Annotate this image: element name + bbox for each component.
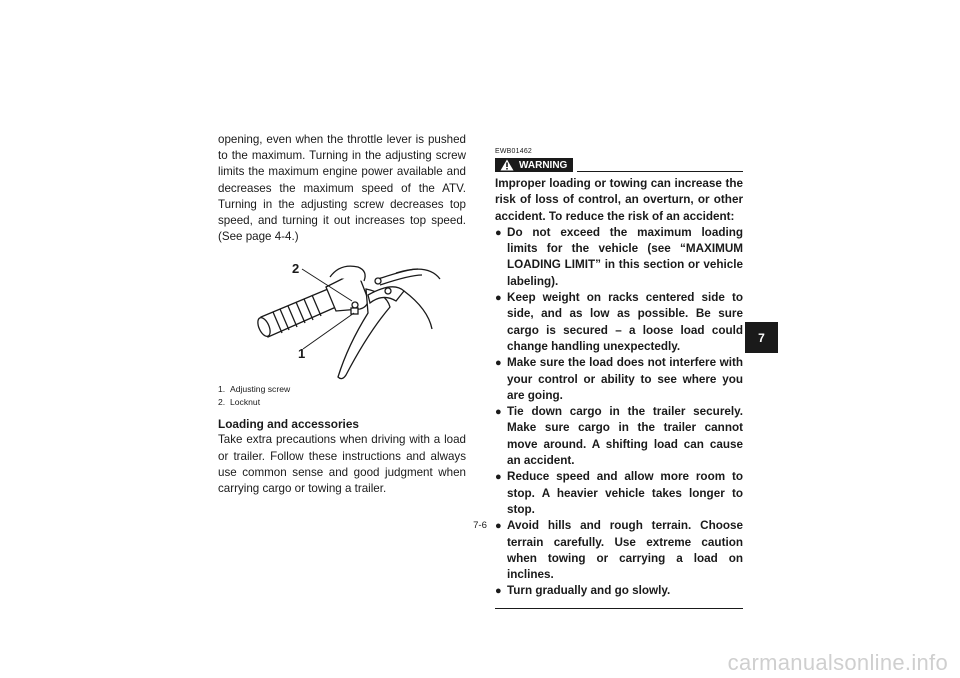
legend-label: Locknut	[230, 396, 261, 407]
bullet-text: Turn gradually and go slowly.	[507, 584, 671, 598]
bullet-text: Do not exceed the maximum loading limits for the vehicle (see “MAXIMUM LOADING LIMIT” in this section or vehicle labeling).	[507, 225, 743, 288]
legend-number: 2.	[218, 396, 226, 407]
intro-paragraph: opening, even when the throttle lever is pushed to the maximum. Turning in the adjusting screw limits the maximum engine power available and decreases the maximum speed of the ATV. Turning in the adjusting screw decreases top speed, and turning it out increases top speed. (See page 4-4.)	[218, 133, 466, 244]
bullet-icon: ●	[495, 471, 502, 484]
handlebar-illustration	[218, 249, 466, 381]
list-item	[495, 225, 743, 290]
legend-number: 1.	[218, 384, 226, 395]
bullet-text: Tie down cargo in the trailer securely. Make sure cargo in the trailer cannot move around. A shifting load can cause an accident.	[507, 405, 743, 468]
warning-column	[495, 148, 743, 609]
bullet-icon: ●	[495, 520, 502, 533]
warning-badge	[495, 158, 573, 172]
watermark: carmanualsonline.info	[727, 650, 948, 675]
warning-triangle-icon	[500, 159, 514, 171]
section-heading: Loading and accessories	[218, 417, 359, 432]
bullet-text: Reduce speed and allow more room to stop. A heavier vehicle takes longer to stop.	[507, 470, 743, 516]
bullet-text: Make sure the load does not interfere with your control or ability to see where you are going.	[507, 356, 743, 402]
left-column	[218, 132, 466, 497]
legend-label: Adjusting screw	[230, 384, 291, 395]
page-number: 7-6	[473, 520, 487, 531]
warning-bullet-list	[495, 225, 743, 600]
figure-legend	[218, 383, 466, 408]
bullet-icon: ●	[495, 357, 502, 370]
bullet-text: Keep weight on racks centered side to side, and as low as possible. Be sure cargo is secured – a loose load could change handling unexpectedly.	[507, 291, 743, 353]
bullet-text: Avoid hills and rough terrain. Choose terrain carefully. Use extreme caution when towing or carrying a load on inclines.	[507, 519, 743, 582]
legend-item	[218, 383, 466, 396]
legend-item	[218, 396, 466, 409]
list-item	[495, 404, 743, 469]
list-item	[495, 583, 743, 599]
warning-header	[495, 158, 743, 172]
list-item	[495, 469, 743, 518]
warning-code: EWB01462	[495, 148, 533, 155]
bullet-icon: ●	[495, 292, 502, 305]
bullet-icon: ●	[495, 406, 502, 419]
section-paragraph: Take extra precautions when driving with a load or trailer. Follow these instructions and always use common sense and good judgment when carrying cargo or towing a trailer.	[218, 433, 466, 496]
warning-end-rule	[495, 608, 743, 609]
bullet-icon: ●	[495, 226, 502, 239]
warning-intro: Improper loading or towing can increase the risk of loss of control, an overturn, or other accident. To reduce the risk of an accident:	[495, 177, 743, 223]
warning-rule	[577, 171, 743, 172]
callout-1: 1	[298, 346, 306, 362]
handlebar-figure	[218, 249, 466, 381]
warning-label: WARNING	[519, 159, 568, 171]
callout-2: 2	[292, 261, 300, 277]
list-item	[495, 355, 743, 404]
bullet-icon: ●	[495, 585, 502, 598]
list-item	[495, 290, 743, 355]
chapter-tab: 7	[745, 322, 778, 353]
